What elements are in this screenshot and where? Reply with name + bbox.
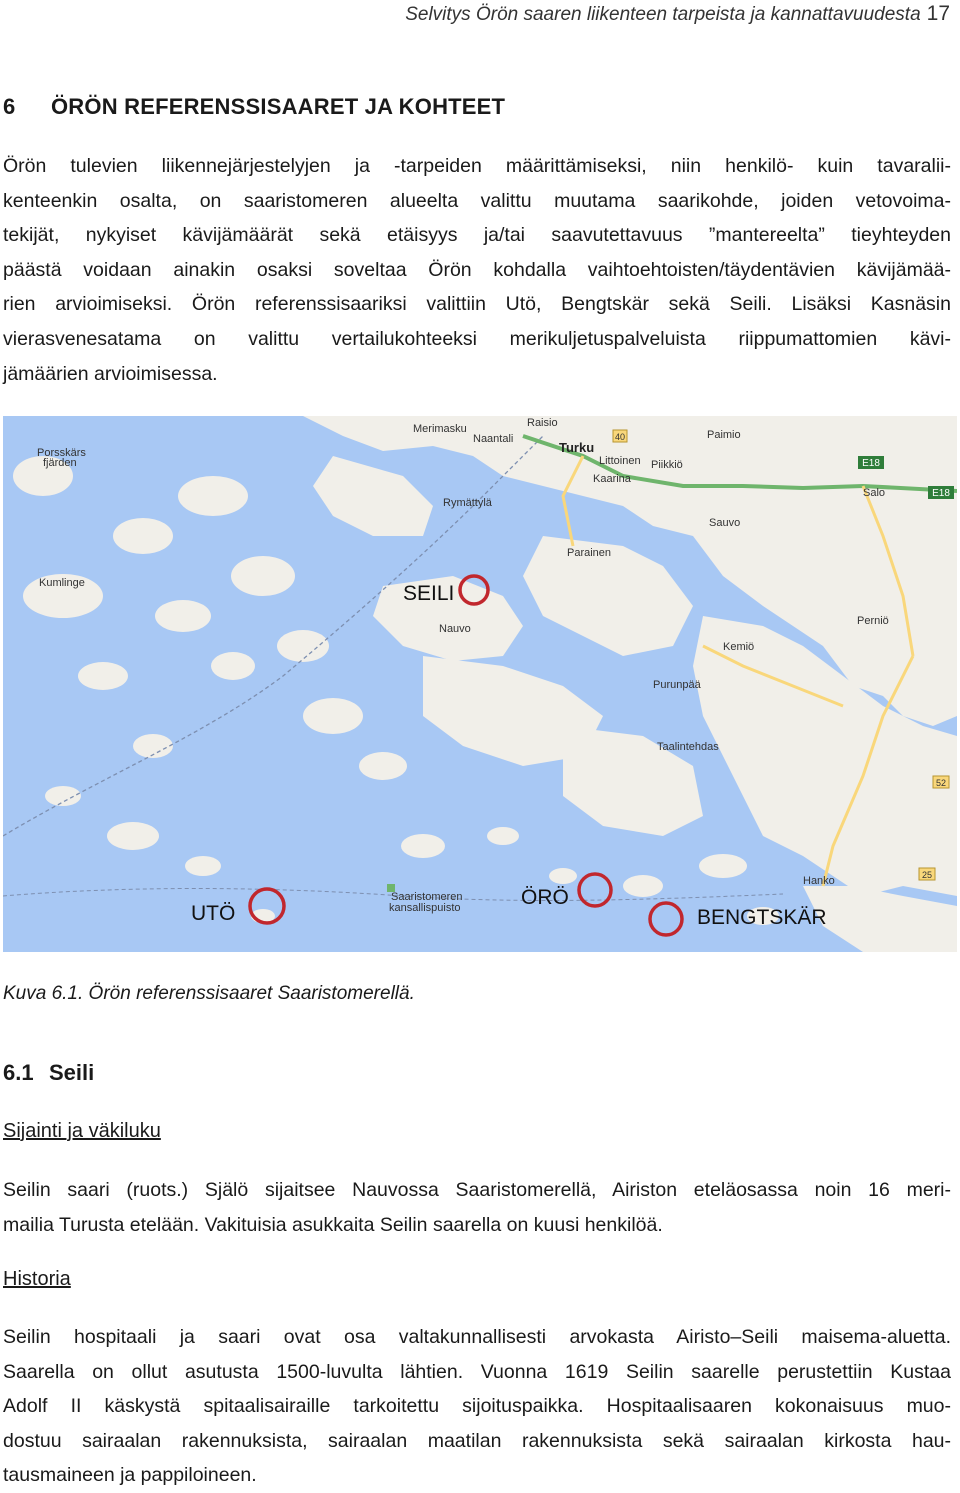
figure-caption: Kuva 6.1. Örön referenssisaaret Saaristomerellä.	[3, 983, 415, 1004]
place-label: fjärden	[43, 457, 77, 469]
history-line: dostuu sairaalan rakennuksista, sairaalan maatilan rakennuksista sekä sairaalan kirkosta hau-	[3, 1429, 951, 1452]
running-header	[405, 2, 950, 26]
intro-line: Örön tulevien liikennejärjestelyjen ja -tarpeiden määrittämiseksi, niin henkilö- kuin tavaralii-	[3, 155, 951, 177]
location-heading: Sijainti ja väkiluku	[3, 1120, 161, 1142]
section-number: 6	[3, 94, 16, 119]
place-label: Porsskärs	[37, 447, 86, 459]
place-label: Littoinen	[599, 455, 641, 467]
place-label: Perniö	[857, 615, 889, 627]
place-label: Naantali	[473, 433, 514, 445]
road-52-label: 52	[935, 778, 947, 788]
intro-line: vierasvenesatama on valittu vertailukohteeksi merikuljetuspalveluista riippumattomien kävi-	[3, 327, 951, 350]
place-label: Rymättylä	[443, 497, 492, 509]
uto-label: UTÖ	[191, 902, 236, 925]
subsection-heading	[3, 1060, 94, 1086]
place-label: Turku	[559, 440, 595, 455]
history-line: tausmaineen ja pappiloineen.	[3, 1464, 257, 1487]
location-line: mailia Turusta etelään. Vakituisia asukkaita Seilin saarella on kuusi henkilöä.	[3, 1213, 663, 1236]
history-line: Seilin hospitaali ja saari ovat osa valtakunnallisesti arvokasta Airisto–Seili maisema-aluetta.	[3, 1326, 951, 1348]
place-label: Nauvo	[439, 623, 471, 635]
intro-line: päästä voidaan ainakin osaksi soveltaa Örön kohdalla vaihtoehtoisten/täydentävien kävijämää-	[3, 258, 951, 281]
place-label: Sauvo	[709, 517, 741, 529]
road-e18-label: E18	[932, 488, 950, 499]
bengtskar-label: BENGTSKÄR	[697, 906, 827, 929]
section-title: ÖRÖN REFERENSSISAARET JA KOHTEET	[51, 94, 506, 119]
intro-line: rien arvioimiseksi. Örön referenssisaariksi valittiin Utö, Bengtskär sekä Seili. Lisäksi Kasnäsin	[3, 293, 951, 316]
place-label: Paimio	[707, 429, 741, 441]
place-label: Saaristomeren	[391, 891, 463, 903]
place-label: Piikkiö	[651, 459, 683, 471]
history-heading: Historia	[3, 1268, 71, 1290]
location-paragraph	[3, 1173, 951, 1242]
section-heading	[3, 94, 505, 120]
intro-line: tekijät, nykyiset kävijämäärät sekä etäisyys ja/tai saavutettavuus ”mantereelta” tieyhteyden	[3, 224, 951, 247]
place-label: Kaarina	[593, 473, 631, 485]
history-line: Adolf II käskystä spitaalisairaille tarkoitettu sijoituspaikka. Hospitaalisaaren kokonaisuus muo-	[3, 1395, 951, 1418]
intro-line: jämäärien arvioimisessa.	[3, 362, 218, 385]
place-label: Kemiö	[723, 641, 755, 653]
place-label: Kumlinge	[39, 577, 85, 589]
place-label: Taalintehdas	[657, 741, 719, 753]
intro-paragraph	[3, 149, 951, 391]
place-label: Raisio	[527, 417, 558, 429]
place-label: Merimasku	[413, 423, 467, 435]
place-label: Salo	[863, 487, 886, 499]
oro-label: ÖRÖ	[521, 886, 569, 909]
page-number: 17	[926, 2, 950, 25]
road-40-label: 40	[614, 432, 626, 442]
intro-line: kenteenkin osalta, on saaristomeren alueelta valittu muutama saarikohde, joiden vetovoima-	[3, 189, 951, 212]
road-25-label: 25	[921, 870, 933, 880]
place-label: Purunpää	[653, 679, 701, 691]
location-line: Seilin saari (ruots.) Själö sijaitsee Nauvossa Saaristomerellä, Airiston eteläosassa noin 16 meri-	[3, 1179, 951, 1201]
road-e18-label: E18	[862, 458, 880, 469]
map-graphic	[3, 416, 957, 952]
subsection-number: 6.1	[3, 1060, 34, 1085]
header-title: Selvitys Örön saaren liikenteen tarpeista ja kannattavuudesta	[405, 4, 921, 25]
history-line: Saarella on ollut asutusta 1500-luvulta lähtien. Vuonna 1619 Seilin saarelle perustettiin Kustaa	[3, 1360, 951, 1383]
history-paragraph	[3, 1320, 951, 1493]
place-label: Hanko	[803, 875, 835, 887]
seili-label: SEILI	[403, 582, 455, 605]
place-label: kansallispuisto	[389, 902, 461, 914]
subsection-title: Seili	[49, 1060, 95, 1085]
place-label: Parainen	[567, 547, 612, 559]
archipelago-map	[3, 416, 957, 952]
